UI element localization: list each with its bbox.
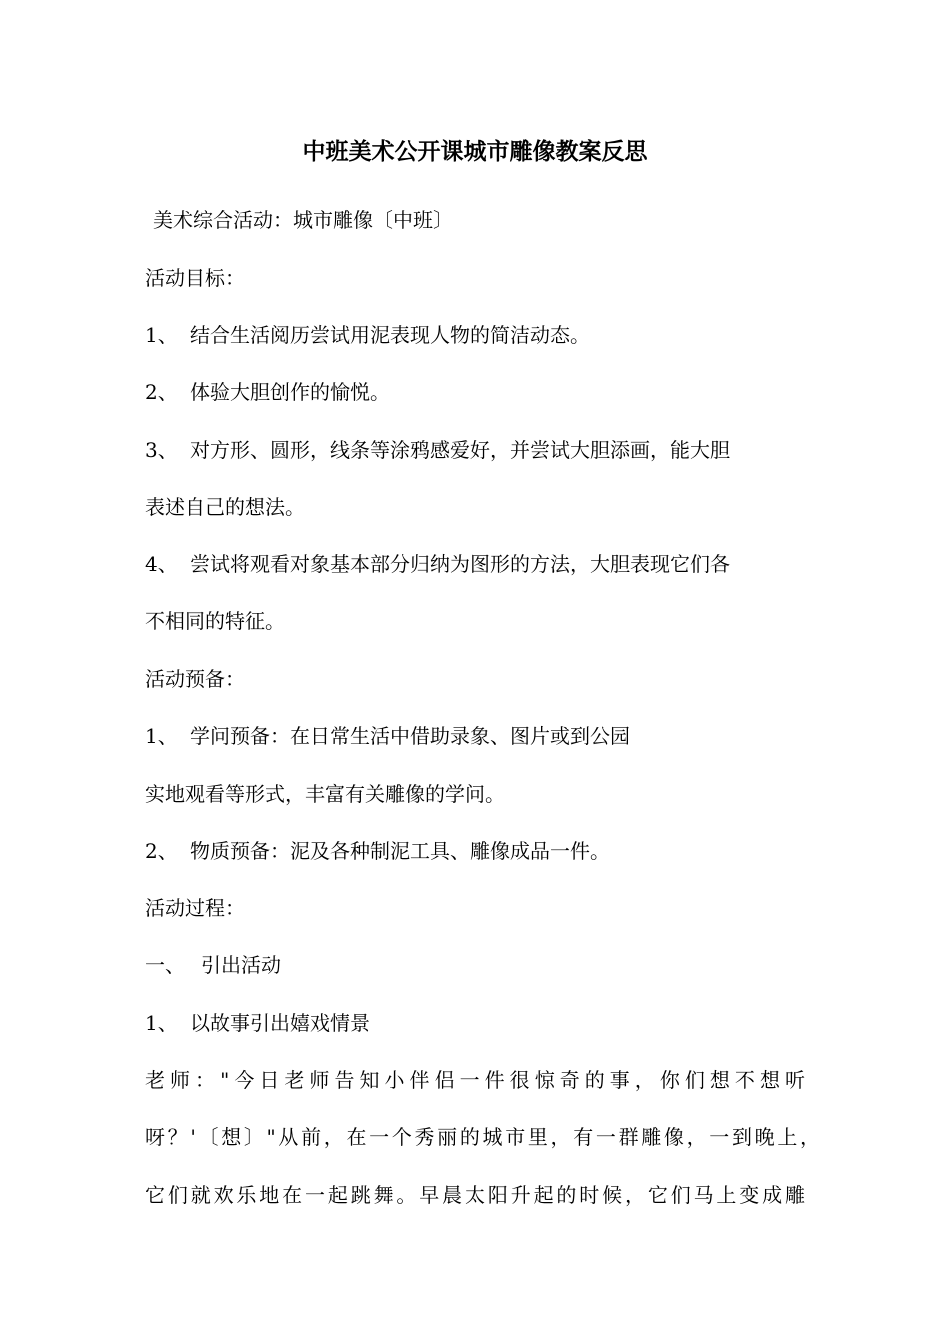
item-text: 尝试将观看对象基本部分归纳为图形的方法，大胆表现它们各 xyxy=(190,552,730,576)
preparation-item xyxy=(145,836,825,866)
body-paragraph-line: 它们就欢乐地在一起跳舞。早晨太阳升起的时候，它们马上变成雕 xyxy=(145,1183,805,1207)
objective-item-continuation: 不相同的特征。 xyxy=(145,609,285,633)
item-text: 结合生活阅历尝试用泥表现人物的简洁动态。 xyxy=(190,323,590,347)
section-text: 引出活动 xyxy=(201,953,281,977)
item-text: 学问预备：在日常生活中借助录象、图片或到公园 xyxy=(190,724,630,748)
document-title: 中班美术公开课城市雕像教案反思 xyxy=(302,138,648,165)
item-number: 1、 xyxy=(145,323,178,347)
item-number: 2、 xyxy=(145,380,178,404)
item-number: 1、 xyxy=(145,724,178,748)
process-heading: 活动过程： xyxy=(145,896,245,920)
item-number: 2、 xyxy=(145,839,178,863)
item-number: 1、 xyxy=(145,1011,178,1035)
objective-item xyxy=(145,549,805,579)
objective-item xyxy=(145,377,825,407)
item-text: 体验大胆创作的愉悦。 xyxy=(190,380,390,404)
body-paragraph-line: 老师："今日老师告知小伴侣一件很惊奇的事，你们想不想听 xyxy=(145,1068,805,1092)
item-text: 对方形、圆形，线条等涂鸦感爱好，并尝试大胆添画，能大胆 xyxy=(190,438,730,462)
step-item xyxy=(145,1008,825,1038)
item-text: 以故事引出嬉戏情景 xyxy=(190,1011,370,1035)
preparation-item xyxy=(145,721,825,751)
item-number: 4、 xyxy=(145,552,178,576)
subtitle: 美术综合活动：城市雕像〔中班〕 xyxy=(153,208,453,232)
preparation-heading: 活动预备： xyxy=(145,667,245,691)
preparation-item-continuation: 实地观看等形式，丰富有关雕像的学问。 xyxy=(145,782,505,806)
item-text: 物质预备：泥及各种制泥工具、雕像成品一件。 xyxy=(190,839,610,863)
section-number: 一、 xyxy=(145,953,185,977)
objectives-heading: 活动目标： xyxy=(145,266,245,290)
body-paragraph-line: 呀？'〔想〕"从前，在一个秀丽的城市里，有一群雕像，一到晚上， xyxy=(145,1125,820,1149)
objective-item-continuation: 表述自己的想法。 xyxy=(145,495,305,519)
objective-item xyxy=(145,435,805,465)
section-heading xyxy=(145,950,825,980)
objective-item xyxy=(145,320,825,350)
item-number: 3、 xyxy=(145,438,178,462)
